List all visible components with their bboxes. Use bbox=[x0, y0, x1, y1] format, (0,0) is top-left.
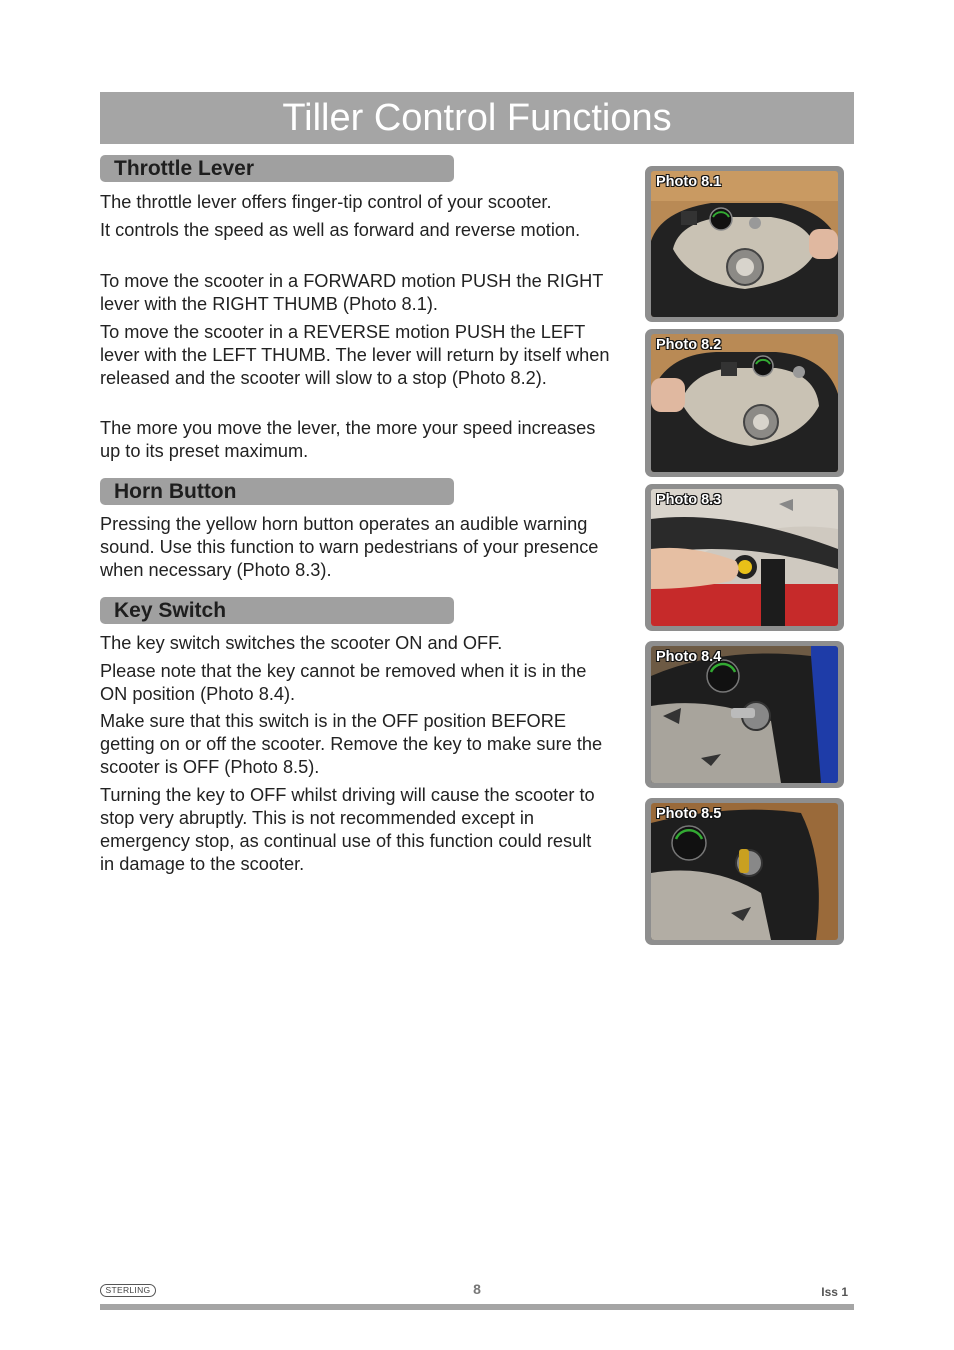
photo-8-5-label: Photo 8.5 bbox=[656, 806, 722, 822]
page-number: 8 bbox=[473, 1281, 481, 1297]
throttle-paragraph-1: The throttle lever offers finger-tip control of your scooter. bbox=[100, 192, 552, 212]
page-title: Tiller Control Functions bbox=[100, 92, 854, 144]
throttle-paragraph-4: To move the scooter in a REVERSE motion PUSH the LEFT lever with the LEFT THUMB. The lever will return by itself when released and the scooter will slow to a stop (Photo 8.2). bbox=[100, 322, 610, 388]
footer-divider bbox=[100, 1304, 854, 1310]
photo-8-4 bbox=[645, 641, 844, 788]
photo-8-5-image bbox=[651, 803, 838, 940]
photo-8-4-image bbox=[651, 646, 838, 783]
photo-8-3-image bbox=[651, 489, 838, 626]
section-heading-key-switch: Key Switch bbox=[100, 597, 454, 624]
issue-label: Iss 1 bbox=[821, 1285, 848, 1299]
photo-8-1 bbox=[645, 166, 844, 322]
photo-8-4-label: Photo 8.4 bbox=[656, 649, 722, 665]
horn-button-icon bbox=[651, 489, 838, 626]
photo-8-1-image bbox=[651, 171, 838, 317]
photo-8-2-label: Photo 8.2 bbox=[656, 337, 722, 353]
key-switch-icon bbox=[651, 646, 838, 783]
key-paragraph-1: The key switch switches the scooter ON and OFF. bbox=[100, 633, 503, 653]
throttle-paragraph-3: To move the scooter in a FORWARD motion PUSH the RIGHT lever with the RIGHT THUMB (Photo 8.1). bbox=[100, 271, 604, 314]
tiller-console-icon bbox=[651, 334, 838, 472]
photo-8-2-image bbox=[651, 334, 838, 472]
key-paragraph-2: Please note that the key cannot be removed when it is in the ON position (Photo 8.4). bbox=[100, 661, 587, 704]
key-paragraph-3: Make sure that this switch is in the OFF position BEFORE getting on or off the scooter. Remove the key to make sure the scooter is OFF (Photo 8.5). bbox=[100, 711, 603, 777]
photo-8-2 bbox=[645, 329, 844, 477]
tiller-console-icon bbox=[651, 171, 838, 317]
key-switch-icon bbox=[651, 803, 838, 940]
sterling-logo: STERLING bbox=[100, 1284, 156, 1297]
throttle-paragraph-2: It controls the speed as well as forward and reverse motion. bbox=[100, 220, 581, 240]
section-heading-throttle-lever: Throttle Lever bbox=[100, 155, 454, 182]
key-paragraph-4: Turning the key to OFF whilst driving will cause the scooter to stop very abruptly. This is not recommended except in emergency stop, as continual use of this function could result in damage to the scooter. bbox=[100, 785, 595, 874]
photo-8-1-label: Photo 8.1 bbox=[656, 174, 722, 190]
section-heading-horn-button: Horn Button bbox=[100, 478, 454, 505]
horn-paragraph-1: Pressing the yellow horn button operates an audible warning sound. Use this function to warn pedestrians of your presence when necessary (Photo 8.3). bbox=[100, 514, 599, 580]
photo-8-3 bbox=[645, 484, 844, 631]
throttle-paragraph-5: The more you move the lever, the more your speed increases up to its preset maximum. bbox=[100, 418, 596, 461]
photo-8-3-label: Photo 8.3 bbox=[656, 492, 722, 508]
photo-8-5 bbox=[645, 798, 844, 945]
